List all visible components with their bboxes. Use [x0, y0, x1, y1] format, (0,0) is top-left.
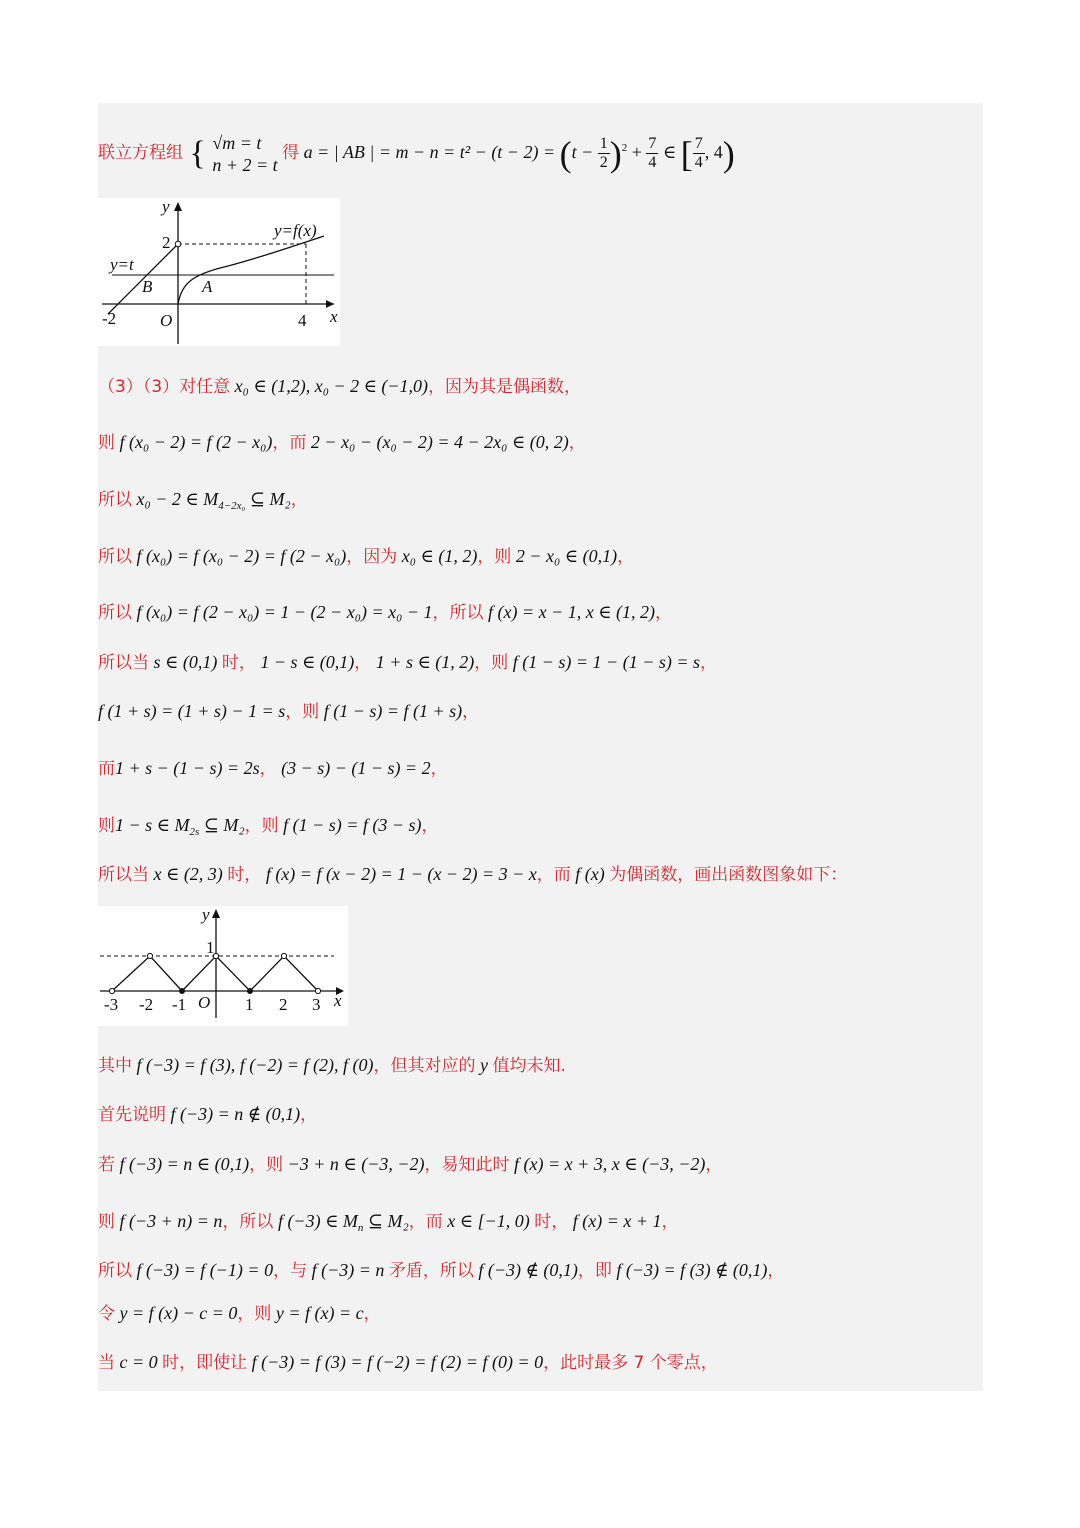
- math: ⊆ M₂: [245, 489, 291, 509]
- text-cn: 令: [98, 1304, 115, 1324]
- closed-point: [179, 988, 185, 994]
- math: s ∈ (0,1): [149, 652, 222, 672]
- open-point: [147, 953, 152, 958]
- text-cn: 则: [98, 1212, 115, 1232]
- x-tick-label: 2: [279, 995, 288, 1014]
- text-cn: ，所以: [432, 603, 484, 623]
- text-cn: 首先说明: [98, 1105, 166, 1125]
- zigzag-graph: [112, 956, 318, 991]
- math: f (1 + s) = (1 + s) − 1 = s: [98, 701, 286, 721]
- math: ⊆ M₂: [363, 1211, 409, 1231]
- x-axis-label: x: [330, 307, 338, 326]
- text-cn: 所以当: [98, 865, 149, 885]
- paren-open: (: [559, 133, 572, 174]
- math: f (1 − s) = f (3 − s): [278, 815, 422, 835]
- open-point: [281, 953, 286, 958]
- line-16: [98, 1258, 784, 1283]
- frac-den: 4: [648, 154, 657, 172]
- origin-label: O: [160, 311, 173, 330]
- text-cn: 时，: [534, 1212, 569, 1232]
- math: f (x) = x + 3, x ∈ (−3, −2): [509, 1154, 706, 1174]
- line-13: [98, 1102, 317, 1127]
- text-cn: 联立方程组: [98, 143, 183, 163]
- math: y = f (x) = c: [271, 1303, 364, 1323]
- text-cn: 其中: [98, 1056, 132, 1076]
- text-cn: 时，即使让: [162, 1353, 248, 1373]
- text-cn: ，: [705, 1155, 723, 1175]
- text-cn: ，易知此时: [424, 1155, 510, 1175]
- text-cn: 当: [98, 1353, 115, 1373]
- y-axis-arrow: [212, 909, 220, 918]
- open-point: [315, 988, 320, 993]
- brace: {: [189, 134, 206, 172]
- curve-f: [178, 236, 324, 304]
- x-tick-label: 1: [245, 995, 254, 1014]
- x-tick-label: 4: [298, 311, 307, 330]
- y-axis-arrow: [174, 202, 182, 211]
- line-8: [98, 699, 479, 724]
- math: y = f (x) − c = 0: [115, 1303, 238, 1323]
- text-cn: 则: [98, 433, 115, 453]
- frac-num: 7: [648, 135, 657, 153]
- figure-graph-2: [98, 906, 348, 1026]
- bracket-open: [: [680, 133, 693, 174]
- text-cn: ，: [767, 1261, 785, 1281]
- frac-num: 1: [599, 135, 608, 153]
- math: f (x) = f (x − 2) = 1 − (x − 2) = 3 − x: [261, 864, 537, 884]
- text-cn: ，: [290, 490, 308, 510]
- math: ⊆ M₂: [199, 815, 245, 835]
- line-label: y=t: [110, 255, 134, 274]
- math: (3 − s) − (1 − s) = 2: [276, 758, 431, 778]
- x-tick-label: -3: [104, 995, 119, 1014]
- text-cn: ，所以: [222, 1212, 274, 1232]
- paren-close: ): [609, 133, 622, 174]
- math: f (−3) ∈ M: [273, 1211, 358, 1231]
- text-cn: 值均未知.: [492, 1056, 566, 1076]
- text-cn: ，: [462, 702, 480, 722]
- frac-den: 2: [599, 154, 608, 172]
- text-cn: ，则: [249, 1155, 284, 1175]
- text-cn: ，而: [536, 865, 571, 885]
- system-eq-2: n + 2 = t: [212, 154, 278, 175]
- text-cn: 得: [282, 143, 300, 163]
- point-a-label: A: [202, 277, 213, 296]
- math: ∈: [658, 142, 681, 162]
- text-cn: ，则: [285, 702, 320, 722]
- line-3: [98, 430, 586, 455]
- math: f (1 − s) = f (1 + s): [319, 701, 463, 721]
- text-cn: 若: [98, 1155, 115, 1175]
- math: f (−3) = f (3) ∉ (0,1): [611, 1260, 768, 1280]
- text-cn: 则: [98, 816, 115, 836]
- text-cn: ，此时最多 7 个零点，: [543, 1353, 718, 1373]
- text-cn: 矛盾，所以: [388, 1261, 474, 1281]
- text-cn: 所以: [98, 490, 132, 510]
- line-2: [98, 374, 581, 399]
- line-10: [98, 813, 439, 844]
- text-cn: ，: [700, 653, 717, 673]
- math: y: [475, 1055, 493, 1075]
- line-5: [98, 544, 634, 569]
- equation-system: [212, 132, 277, 176]
- text-cn: ，因为其是偶函数，: [428, 377, 582, 397]
- math: c = 0: [115, 1352, 163, 1372]
- text-cn: ，与: [273, 1261, 308, 1281]
- math: x ∈ [−1, 0): [442, 1211, 535, 1231]
- line-4: [98, 487, 308, 518]
- math: −3 + n ∈ (−3, −2): [283, 1154, 425, 1174]
- math: a = | AB | = m − n = t² − (t − 2) =: [303, 142, 560, 162]
- exponent: 2: [621, 142, 628, 154]
- text-cn: ，因为: [346, 547, 398, 567]
- math: x₀ − 2 ∈ M: [132, 489, 219, 509]
- math: f (−3) = f (3), f (−2) = f (2), f (0): [132, 1055, 374, 1075]
- text-cn: 为偶函数，画出函数图象如下：: [609, 865, 848, 885]
- curve-label: y=f(x): [274, 221, 317, 240]
- math: 2 − x₀ ∈ (0,1): [511, 546, 618, 566]
- text-cn: 所以: [98, 547, 132, 567]
- x-tick-label: -2: [139, 995, 154, 1014]
- text-cn: ，: [655, 603, 673, 623]
- x-tick-label: -2: [102, 309, 117, 328]
- text-cn: ，则: [474, 653, 509, 673]
- fraction: [598, 135, 610, 172]
- text-cn: 所以: [98, 603, 132, 623]
- text-cn: ，: [363, 1304, 381, 1324]
- math: 1 − s ∈ (0,1): [255, 652, 355, 672]
- paren-close: ): [722, 133, 735, 174]
- math: f (x) = x − 1, x ∈ (1, 2): [483, 602, 656, 622]
- math: , 4: [704, 142, 723, 162]
- y-axis-label: y: [162, 198, 170, 216]
- x-tick-label: -1: [172, 995, 187, 1014]
- text-cn: 时，: [221, 653, 256, 673]
- system-eq-1: √m = t: [212, 132, 262, 153]
- text-cn: ，则: [237, 1304, 272, 1324]
- text-cn: ，: [421, 816, 439, 836]
- math: 1 + s ∈ (1, 2): [371, 652, 475, 672]
- subscript: 2s: [189, 826, 200, 838]
- text-cn: 所以当: [98, 653, 149, 673]
- line-12: [98, 1053, 566, 1078]
- line-18: [98, 1350, 718, 1375]
- y-tick-label: 2: [162, 233, 171, 252]
- math: f (−3) = n ∉ (0,1): [166, 1104, 301, 1124]
- math: x₀ ∈ (1, 2): [397, 546, 478, 566]
- math: f (−3) = n: [307, 1260, 389, 1280]
- fraction: [693, 135, 705, 172]
- frac-den: 4: [694, 154, 703, 172]
- subscript: 4−2x₀: [218, 500, 246, 512]
- figure-graph-1: [98, 198, 340, 346]
- math: f (x₀) = f (x₀ − 2) = f (2 − x₀): [132, 546, 347, 566]
- line-6: [98, 600, 672, 625]
- point-b-label: B: [142, 277, 153, 296]
- y-tick-label: 1: [206, 938, 215, 957]
- subscript: n: [357, 1222, 364, 1234]
- closed-point: [247, 988, 253, 994]
- line-9: [98, 756, 448, 781]
- math: f (x₀ − 2) = f (2 − x₀): [115, 432, 273, 452]
- math: 1 − s ∈ M: [115, 815, 190, 835]
- text-cn: 而: [98, 759, 115, 779]
- math: f (1 − s) = 1 − (1 − s) = s: [508, 652, 700, 672]
- math: f (x): [570, 864, 610, 884]
- math: t −: [571, 142, 598, 162]
- open-point: [109, 988, 114, 993]
- text-cn: ，则: [477, 547, 512, 567]
- text-cn: ，: [354, 653, 372, 673]
- open-point: [175, 241, 181, 247]
- text-cn: ，: [430, 759, 448, 779]
- text-cn: ，: [300, 1105, 318, 1125]
- text-cn: ，: [259, 759, 277, 779]
- text-cn: ，即: [577, 1261, 612, 1281]
- x-axis-label: x: [334, 991, 342, 1010]
- math: f (−3) = n ∈ (0,1): [115, 1154, 250, 1174]
- math: f (−3 + n) = n: [115, 1211, 223, 1231]
- text-cn: 时，: [227, 865, 262, 885]
- line-7: [98, 650, 717, 675]
- text-cn: ，而: [272, 433, 307, 453]
- math: 2 − x₀ − (x₀ − 2) = 4 − 2x₀ ∈ (0, 2): [306, 432, 569, 452]
- math: f (x) = x + 1: [568, 1211, 662, 1231]
- math: f (−3) = f (3) = f (−2) = f (2) = f (0) = 0: [247, 1352, 544, 1372]
- line-15: [98, 1209, 678, 1240]
- text-cn: ，则: [244, 816, 279, 836]
- line-14: [98, 1152, 722, 1177]
- text-cn: 所以: [98, 1261, 132, 1281]
- origin-label: O: [198, 993, 211, 1012]
- text-cn: （3）（3）对任意: [98, 377, 231, 397]
- math: f (−3) ∉ (0,1): [473, 1260, 578, 1280]
- y-axis-label: y: [202, 906, 210, 924]
- line-1: [98, 118, 735, 184]
- line-11: [98, 862, 847, 887]
- math: f (x₀) = f (2 − x₀) = 1 − (2 − x₀) = x₀ − 1: [132, 602, 433, 622]
- math: f (−3) = f (−1) = 0: [132, 1260, 274, 1280]
- text-cn: ，: [617, 547, 635, 567]
- frac-num: 7: [694, 135, 703, 153]
- line-17: [98, 1301, 381, 1326]
- text-cn: ，而: [408, 1212, 443, 1232]
- math: x₀ ∈ (1,2), x₀ − 2 ∈ (−1,0): [230, 376, 429, 396]
- x-tick-label: 3: [312, 995, 321, 1014]
- text-cn: ，: [661, 1212, 679, 1232]
- text-cn: ，: [568, 433, 586, 453]
- math: 1 + s − (1 − s) = 2s: [115, 758, 260, 778]
- fraction: [646, 135, 658, 172]
- text-cn: ，但其对应的: [373, 1056, 476, 1076]
- math: +: [631, 142, 647, 162]
- math: x ∈ (2, 3): [149, 864, 228, 884]
